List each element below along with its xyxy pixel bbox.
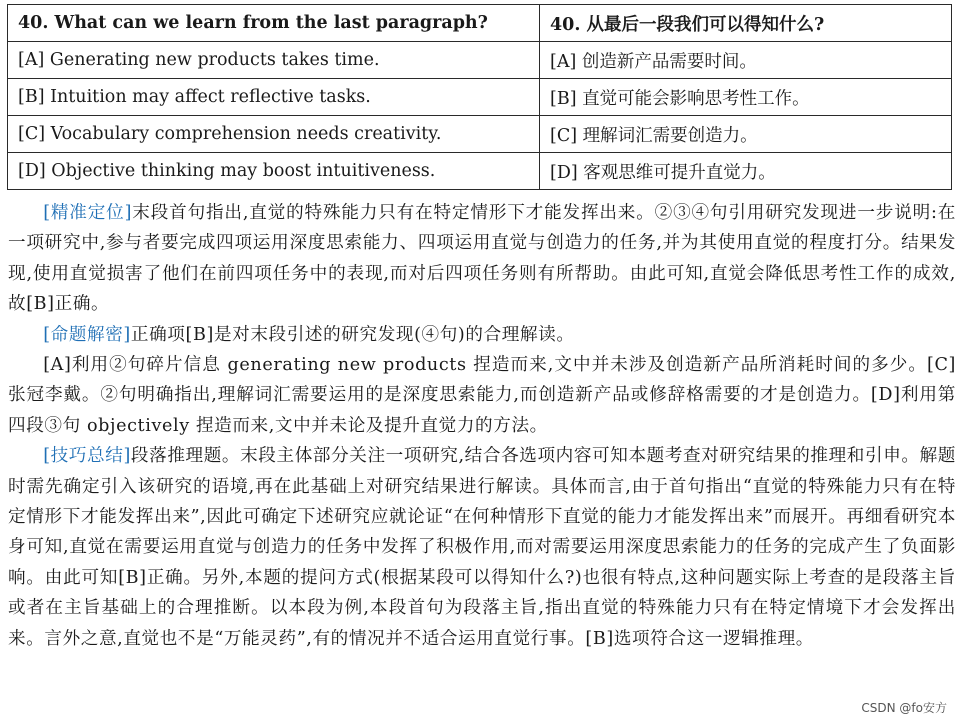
option-b-zh: [B] 直觉可能会影响思考性工作。 (540, 79, 952, 116)
table-header-row (8, 5, 952, 42)
table-row (8, 79, 952, 116)
option-a-zh: [A] 创造新产品需要时间。 (540, 42, 952, 79)
option-a-en: [A] Generating new products takes time. (8, 42, 540, 79)
locate-tag: [精准定位] (43, 203, 133, 223)
question-en: 40. What can we learn from the last paragraph? (8, 5, 540, 42)
table-row (8, 153, 952, 190)
table-row (8, 116, 952, 153)
option-c-en: [C] Vocabulary comprehension needs creativity. (8, 116, 540, 153)
option-d-zh: [D] 客观思维可提升直觉力。 (540, 153, 952, 190)
summary-text: 段落推理题。末段主体部分关注一项研究,结合各选项内容可知本题考查对研究结果的推理和引申。解题时需先确定引入该研究的语境,再在此基础上对研究结果进行解读。具体而言,由于首句指出“直觉的特殊能力只有在特定情形下才能发挥出来”,因此可确定下述研究应就论证“在何种情形下直觉的能力才能发挥出来”而展开。再细看研究本身可知,直觉在需要运用直觉与创造力的任务中发挥了积极作用,而对需要运用深度思索能力的任务的完成产生了负面影响。由此可知[B]正确。另外,本题的提问方式(根据某段可以得知什么?)也很有特点,这种问题实际上考查的是段落主旨或者在主旨基础上的合理推断。以本段为例,本段首句为段落主旨,指出直觉的特殊能力只有在特定情境下才会发挥出来。言外之意,直觉也不是“万能灵药”,有的情况并不适合运用直觉行事。[B]选项符合这一逻辑推理。 (8, 446, 957, 649)
analysis-text (8, 198, 956, 654)
summary-paragraph (8, 441, 956, 654)
distractor-paragraph: [A]利用②句碎片信息 generating new products 捏造而来,文中并未涉及创造新产品所消耗时间的多少。[C]张冠李戴。②句明确指出,理解词汇需要运用的是深度思索能力,而创造新产品或修辞格需要的才是创造力。[D]利用第四段③句 objectively 捏造而来,文中并未论及提升直觉力的方法。 (8, 355, 956, 436)
watermark: CSDN @fo安方 (861, 701, 947, 715)
question-zh: 40. 从最后一段我们可以得知什么? (540, 5, 952, 42)
locate-paragraph (8, 198, 956, 320)
option-c-zh: [C] 理解词汇需要创造力。 (540, 116, 952, 153)
question-table (7, 4, 952, 190)
decode-tag: [命题解密] (43, 324, 131, 345)
locate-text: 末段首句指出,直觉的特殊能力只有在特定情形下才能发挥出来。②③④句引用研究发现进一步说明:在一项研究中,参与者要完成四项运用深度思索能力、四项运用直觉与创造力的任务,并为其使用直觉的程度打分。结果发现,使用直觉损害了他们在前四项任务中的表现,而对后四项任务则有所帮助。由此可知,直觉会降低思考性工作的成效,故[B]正确。 (8, 203, 956, 315)
table-row (8, 42, 952, 79)
summary-tag: [技巧总结] (43, 446, 131, 467)
decode-text: 正确项[B]是对末段引述的研究发现(④句)的合理解读。 (130, 324, 575, 345)
decode-paragraph (8, 320, 956, 350)
option-d-en: [D] Objective thinking may boost intuitiveness. (8, 153, 540, 190)
option-b-en: [B] Intuition may affect reflective tasks. (8, 79, 540, 116)
